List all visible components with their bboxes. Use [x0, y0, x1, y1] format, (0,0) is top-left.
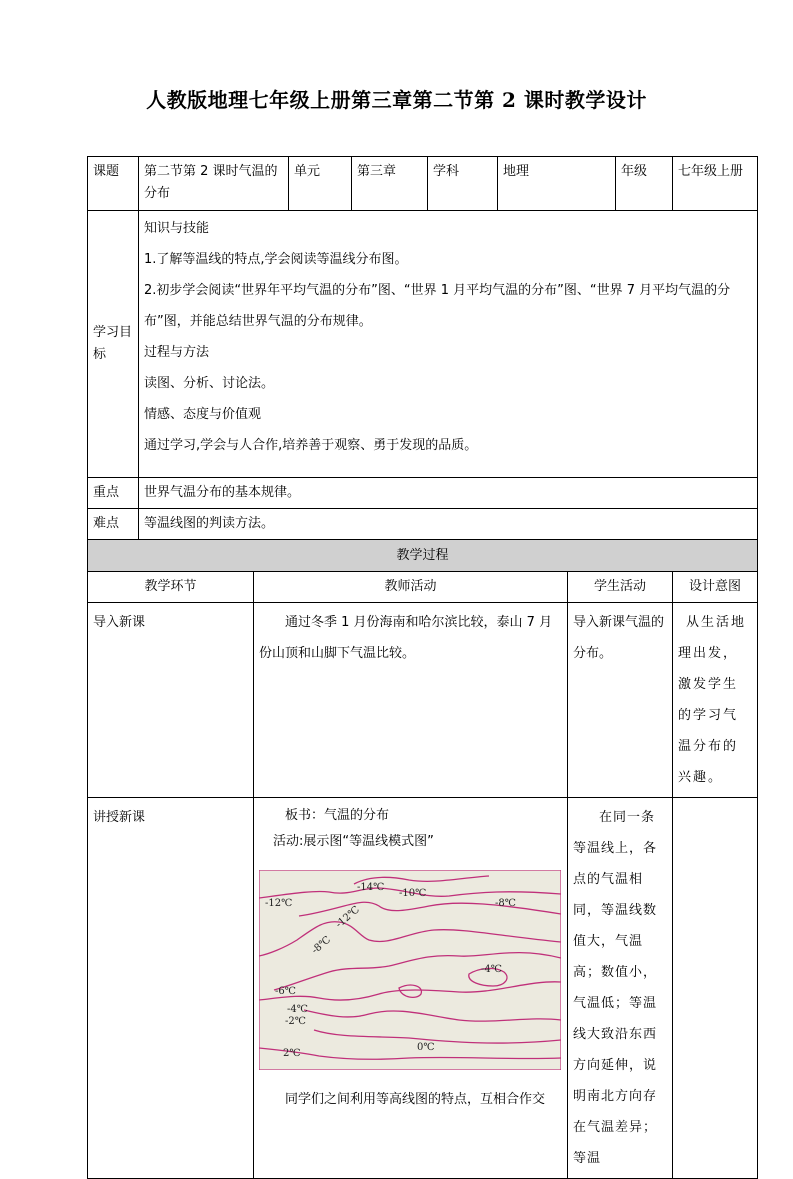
lesson-plan-table [87, 156, 758, 1179]
teacher-teaching: 板书：气温的分布 活动:展示图“等温线模式图” -14℃ -10℃ -12℃ -8℃ -12℃ -8℃ -4℃ -6℃ -4℃ -2℃ 0℃ 2℃ 同学们之间利用等高线图的特点，互相合作交 [254, 798, 568, 1179]
col-intent: 设计意图 [673, 572, 758, 603]
student-intro: 导入新课气温的分布。 [568, 603, 673, 798]
objectives-line: 过程与方法 [144, 345, 210, 360]
col-stage: 教学环节 [88, 572, 254, 603]
key-point-value: 世界气温分布的基本规律。 [139, 478, 758, 509]
stage-teaching: 讲授新课 [88, 798, 254, 1179]
intent-teaching [673, 798, 758, 1179]
isotherm-map-svg [259, 870, 561, 1070]
document-title: 人教版地理七年级上册第三章第二节第 2 课时教学设计 [146, 88, 647, 112]
difficulty-label: 难点 [88, 509, 139, 540]
isotherm-label: -10℃ [399, 888, 427, 899]
teacher-intro: 通过冬季 1 月份海南和哈尔滨比较，泰山 7 月份山顶和山脚下气温比较。 [254, 603, 568, 798]
key-point-label: 重点 [88, 478, 139, 509]
isotherm-label: -8℃ [309, 934, 333, 957]
isotherm-label: -12℃ [333, 904, 362, 931]
objectives-line: 2.初步学会阅读“世界年平均气温的分布”图、“世界 1 月平均气温的分布”图、“世界 7 月平均气温的分布”图，并能总结世界气温的分布规律。 [144, 283, 731, 329]
isotherm-label: -12℃ [265, 898, 293, 909]
intent-intro: 从生活地理出发，激发学生的学习气温分布的兴趣。 [673, 603, 758, 798]
topic-label: 课题 [88, 157, 139, 211]
grade-label: 年级 [616, 157, 673, 211]
unit-label: 单元 [289, 157, 352, 211]
isotherm-label: 2℃ [283, 1048, 301, 1059]
col-student: 学生活动 [568, 572, 673, 603]
isotherm-label: -2℃ [285, 1016, 306, 1027]
isotherm-label: -4℃ [287, 1004, 308, 1015]
process-heading: 教学过程 [88, 540, 758, 572]
topic-value: 第二节第 2 课时气温的分布 [139, 157, 289, 211]
stage-intro: 导入新课 [88, 603, 254, 798]
student-teaching: 在同一条等温线上，各点的气温相同，等温线数值大，气温高；数值小，气温低；等温线大致沿东西方向延伸，说明南北方向存在气温差异；等温 [568, 798, 673, 1179]
objectives-content [139, 211, 758, 478]
objectives-label: 学习目标 [88, 211, 139, 478]
col-teacher: 教师活动 [254, 572, 568, 603]
objectives-line: 情感、态度与价值观 [144, 407, 262, 422]
isotherm-label: -6℃ [275, 986, 296, 997]
unit-value: 第三章 [352, 157, 428, 211]
isotherm-map [259, 870, 562, 1078]
subject-label: 学科 [428, 157, 498, 211]
objectives-line: 通过学习,学会与人合作,培养善于观察、勇于发现的品质。 [144, 438, 478, 453]
objectives-line: 读图、分析、讨论法。 [144, 376, 275, 391]
isotherm-label: -8℃ [495, 898, 516, 909]
objectives-line: 知识与技能 [144, 221, 210, 236]
objectives-line: 1.了解等温线的特点,学会阅读等温线分布图。 [144, 252, 408, 267]
isotherm-label: -14℃ [357, 882, 385, 893]
isotherm-label: 0℃ [417, 1042, 435, 1053]
subject-value: 地理 [498, 157, 616, 211]
isotherm-label: -4℃ [481, 964, 502, 975]
grade-value: 七年级上册 [673, 157, 758, 211]
difficulty-value: 等温线图的判读方法。 [139, 509, 758, 540]
